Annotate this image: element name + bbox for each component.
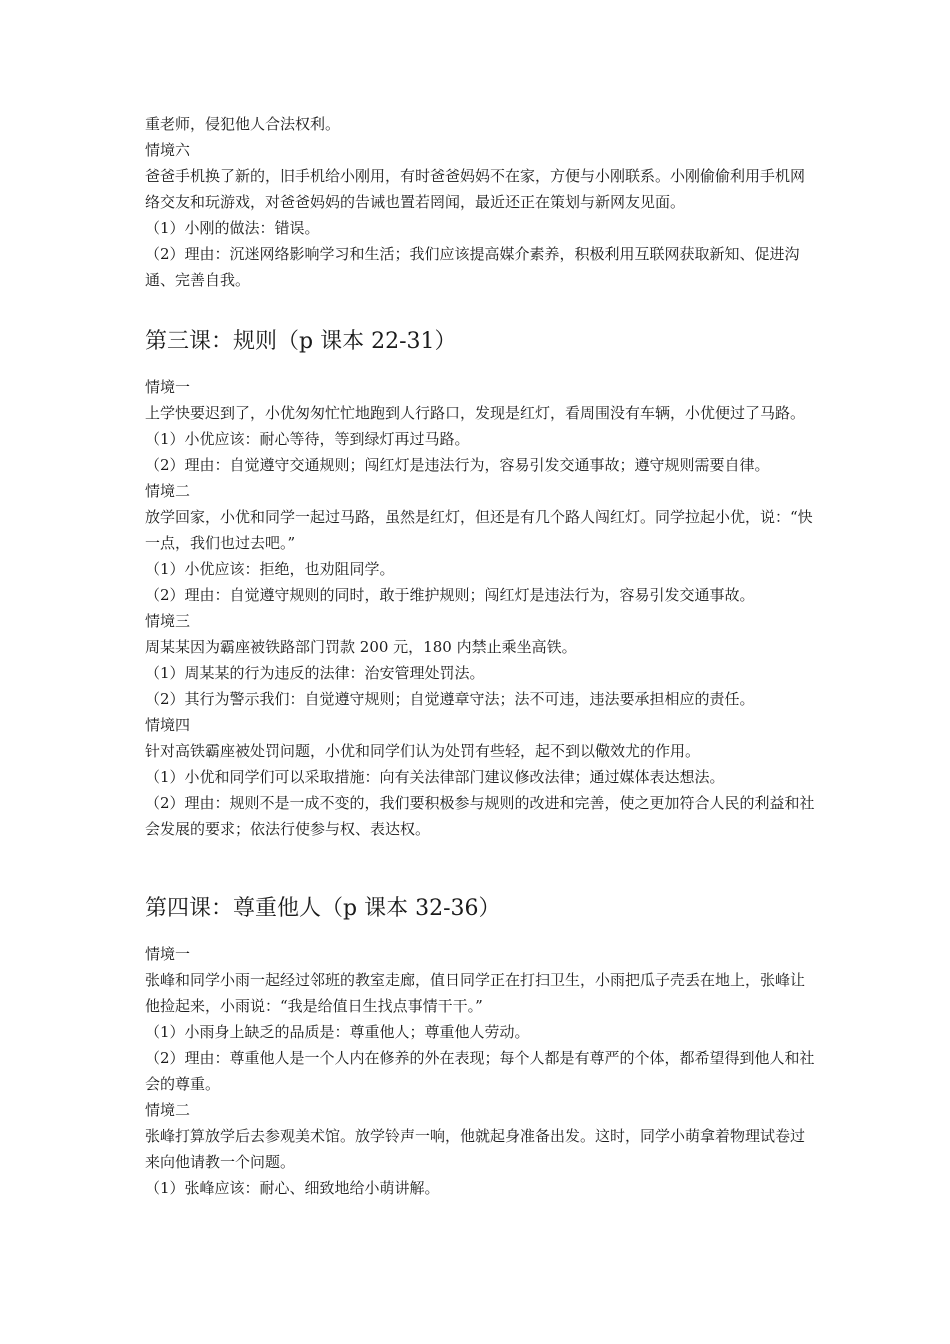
scene-text: 周某某因为霸座被铁路部门罚款 200 元，180 内禁止乘坐高铁。	[145, 638, 577, 656]
scene-label: 情境四	[145, 716, 191, 734]
answer-line: （1）小优应该：拒绝，也劝阻同学。	[145, 560, 395, 578]
answer-line: （1）小刚的做法：错误。	[145, 219, 320, 237]
answer-line: （1）小优应该：耐心等待，等到绿灯再过马路。	[145, 430, 470, 448]
document-page	[145, 111, 815, 1201]
scene-text: 爸爸手机换了新的，旧手机给小刚用，有时爸爸妈妈不在家，方便与小刚联系。小刚偷偷利用手机网络交友和玩游戏，对爸爸妈妈的告诫也置若罔闻，最近还正在策划与新网友见面。	[145, 167, 806, 211]
scene-label: 情境二	[145, 482, 191, 500]
answer-line: （2）理由：自觉遵守交通规则；闯红灯是违法行为，容易引发交通事故；遵守规则需要自律。	[145, 456, 770, 474]
answer-line: （2）理由：尊重他人是一个人内在修养的外在表现；每个人都是有尊严的个体，都希望得到他人和社会的尊重。	[145, 1049, 815, 1093]
scene-text: 张峰打算放学后去参观美术馆。放学铃声一响，他就起身准备出发。这时，同学小萌拿着物理试卷过来向他请教一个问题。	[145, 1127, 806, 1171]
paragraph: 重老师，侵犯他人合法权利。	[145, 115, 341, 133]
scene-label: 情境二	[145, 1101, 191, 1119]
answer-line: （2）理由：自觉遵守规则的同时，敢于维护规则；闯红灯是违法行为，容易引发交通事故。	[145, 586, 755, 604]
section-continued	[145, 111, 815, 293]
lesson4-title: 第四课：尊重他人（p 课本 32-36）	[145, 896, 501, 921]
answer-line: （1）张峰应该：耐心、细致地给小萌讲解。	[145, 1179, 440, 1197]
scene-text: 张峰和同学小雨一起经过邻班的教室走廊，值日同学正在打扫卫生，小雨把瓜子壳丢在地上，张峰让他捡起来，小雨说：“我是给值日生找点事情干干。”	[145, 971, 806, 1015]
scene-text: 针对高铁霸座被处罚问题，小优和同学们认为处罚有些轻，起不到以儆效尤的作用。	[145, 742, 701, 760]
answer-line: （2）理由：规则不是一成不变的，我们要积极参与规则的改进和完善，使之更加符合人民的利益和社会发展的要求；依法行使参与权、表达权。	[145, 794, 815, 838]
answer-line: （1）周某某的行为违反的法律：治安管理处罚法。	[145, 664, 485, 682]
answer-line: （1）小雨身上缺乏的品质是：尊重他人；尊重他人劳动。	[145, 1023, 530, 1041]
lesson3-title: 第三课：规则（p 课本 22-31）	[145, 329, 457, 354]
answer-line: （2）理由：沉迷网络影响学习和生活；我们应该提高媒介素养，积极利用互联网获取新知、促进沟通、完善自我。	[145, 245, 800, 289]
scene-text: 放学回家，小优和同学一起过马路，虽然是红灯，但还是有几个路人闯红灯。同学拉起小优，说：“快一点，我们也过去吧。”	[145, 508, 813, 552]
scene-label: 情境一	[145, 378, 191, 396]
scene-label: 情境一	[145, 945, 191, 963]
answer-line: （2）其行为警示我们：自觉遵守规则；自觉遵章守法；法不可违，违法要承担相应的责任。	[145, 690, 755, 708]
answer-line: （1）小优和同学们可以采取措施：向有关法律部门建议修改法律；通过媒体表达想法。	[145, 768, 725, 786]
scene-label: 情境六	[145, 141, 191, 159]
lesson3-body	[145, 374, 815, 842]
scene-text: 上学快要迟到了，小优匆匆忙忙地跑到人行路口，发现是红灯，看周围没有车辆，小优便过了马路。	[145, 404, 806, 422]
lesson4-body	[145, 941, 815, 1201]
scene-label: 情境三	[145, 612, 191, 630]
